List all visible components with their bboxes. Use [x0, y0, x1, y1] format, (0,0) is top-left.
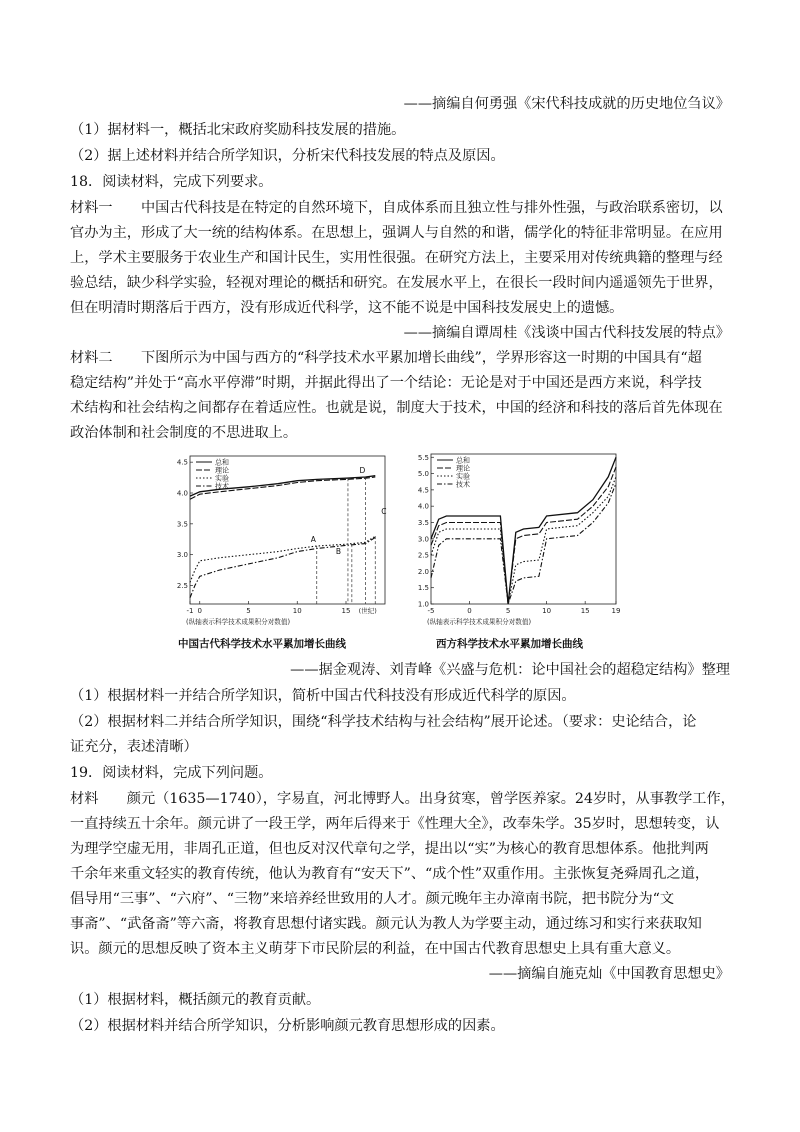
y-tick-label: 2.0: [417, 567, 429, 576]
question-19-sub1: （1）根据材料，概括颜元的教育贡献。: [70, 992, 321, 1008]
x-axis-label: (世纪): [358, 607, 377, 615]
y-tick-label: 5.0: [417, 470, 429, 479]
legend-label: 实验: [456, 472, 470, 481]
y-tick-label: 1.5: [417, 584, 429, 593]
point-label: A: [310, 535, 316, 545]
china-chart: [168, 448, 393, 628]
y-tick-label: 4.5: [417, 486, 429, 495]
x-tick-label: 0: [467, 607, 472, 615]
y-tick-label: 4.0: [176, 489, 188, 498]
legend-label: 技术: [215, 482, 229, 491]
y-tick-label: 4.5: [176, 458, 188, 467]
material-line: 千余年来重文轻实的教育传统，他认为教育有“安天下”、“成个性”双重作用。主张恢复尧舜周孔之道，: [70, 866, 710, 882]
x-tick-label: -1: [186, 607, 194, 615]
material-line: 一直持续五十余年。颜元讲了一段王学，两年后得来于《性理大全》，改奉朱学。35岁时，思想转变，认: [70, 816, 720, 832]
legend-label: 实验: [215, 474, 229, 483]
series-line-3: [431, 477, 616, 604]
figure-pair: [168, 448, 648, 658]
question-18-sub2: （2）根据材料二并结合所学知识，围绕“科学技术结构与社会结构”展开论述。（要求：史论结合，论: [70, 714, 697, 730]
source-citation: ——摘编自施克灿《中国教育思想史》: [488, 966, 730, 982]
material-1-line: 验总结，缺少科学实验，轻视对理论的概括和研究。在发展水平上，在很长一段时间内遥遥领先于世界，: [70, 275, 723, 291]
material-1-line: 官办为主，形成了大一统的结构体系。在思想上，强调人与自然的和谐，儒学化的特征非常明显。在应用: [70, 225, 723, 241]
question-18-sub1: （1）根据材料一并结合所学知识，简析中国古代科技没有形成近代科学的原因。: [70, 688, 576, 704]
point-label: D: [359, 465, 366, 475]
source-citation: ——据金观涛、刘青峰《兴盛与危机：论中国社会的超稳定结构》整理: [290, 662, 730, 678]
west-chart-caption: 西方科学技术水平累加增长曲线: [436, 638, 583, 650]
x-tick-label: 0: [197, 607, 202, 615]
china-chart-caption: 中国古代科学技术水平累加增长曲线: [178, 638, 346, 650]
material-line: 为理学空虚无用，非周孔正道，但也反对汉代章句之学，提出以“实”为核心的教育思想体系。他批判两: [70, 841, 709, 857]
west-chart: [413, 448, 623, 628]
question-18-sub2: 证充分，表述清晰）: [70, 739, 198, 755]
material-1-line: 但在明清时期落后于西方，没有形成近代科学，这不能不说是中国科技发展史上的遗憾。: [70, 300, 624, 316]
source-citation: ——摘编自何勇强《宋代科技成就的历史地位刍议》: [403, 96, 730, 112]
series-line-3: [190, 536, 375, 582]
series-line-4: [431, 483, 616, 604]
y-tick-label: 3.5: [176, 520, 188, 529]
y-tick-label: 5.5: [417, 453, 429, 462]
material-2-line: 材料二 下图所示为中国与西方的“科学技术水平累加增长曲线”，学界形容这一时期的中国具有“超: [70, 350, 702, 366]
material-2-line: 稳定结构”并处于“高水平停滞”时期，并据此得出了一个结论：无论是对于中国还是西方来说，科学技: [70, 375, 702, 391]
legend-label: 技术: [456, 480, 470, 489]
legend-label: 理论: [456, 464, 470, 473]
question-19-sub2: （2）根据材料并结合所学知识，分析影响颜元教育思想形成的因素。: [70, 1018, 505, 1034]
point-label: B: [335, 547, 342, 557]
series-line-4: [190, 537, 375, 597]
source-citation: ——摘编自谭周桂《浅谈中国古代科技发展的特点》: [403, 325, 730, 341]
x-tick-label: 15: [580, 607, 590, 615]
legend-label: 总和: [456, 456, 470, 465]
y-tick-label: 3.5: [417, 518, 429, 527]
material-line: 事斋”、“武备斋”等六斋，将教育思想付诸实践。颜元认为教人为学要主动，通过练习和实行来获取知: [70, 916, 702, 932]
material-2-line: 术结构和社会结构之间都存在着适应性。也就是说，制度大于技术，中国的经济和科技的落后首先体现在: [70, 400, 723, 416]
x-tick-label: 19: [611, 607, 621, 615]
x-tick-label: -5: [427, 607, 435, 615]
y-tick-label: 4.0: [417, 502, 429, 511]
y-tick-label: 2.5: [417, 551, 429, 560]
material-line: 倡导用“三事”、“六府”、“三物”来培养经世致用的人才。颜元晚年主办漳南书院，把书院分为“文: [70, 891, 675, 907]
y-tick-label: 3.0: [176, 551, 188, 560]
axis-note: (纵轴表示科学技术成果积分对数值): [186, 618, 291, 626]
y-tick-label: 1.0: [417, 600, 429, 609]
x-tick-label: 10: [292, 607, 302, 615]
question-18-title: 18．阅读材料，完成下列要求。: [70, 174, 273, 190]
material-line: 识。颜元的思想反映了资本主义萌芽下市民阶层的利益，在中国古代教育思想史上具有重大意义。: [70, 941, 681, 957]
x-tick-label: 5: [246, 607, 251, 615]
question-17-sub2: （2）据上述材料并结合所学知识，分析宋代科技发展的特点及原因。: [70, 148, 505, 164]
y-tick-label: 2.5: [176, 582, 188, 590]
axis-note: (纵轴表示科学技术成果积分对数值): [427, 618, 532, 626]
point-label: C: [381, 507, 387, 517]
x-tick-label: 15: [341, 607, 351, 615]
question-17-sub1: （1）据材料一，概括北宋政府奖励科技发展的措施。: [70, 122, 406, 138]
question-19-title: 19．阅读材料，完成下列问题。: [70, 765, 273, 781]
x-tick-label: 10: [542, 607, 552, 615]
material-2-line: 政治体制和社会制度的不思进取上。: [70, 425, 298, 441]
y-tick-label: 3.0: [417, 535, 429, 544]
material-1-line: 材料一 中国古代科技是在特定的自然环境下，自成体系而且独立性与排外性强，与政治联系密切，以: [70, 200, 723, 216]
material-1-line: 上，学术主要服务于农业生产和国计民生，实用性很强。在研究方法上，主要采用对传统典籍的整理与经: [70, 250, 723, 266]
legend-label: 总和: [215, 458, 229, 467]
x-tick-label: 5: [505, 607, 511, 615]
legend-label: 理论: [215, 466, 229, 475]
material-line: 材料 颜元（1635—1740），字易直，河北博野人。出身贫寒，曾学医养家。24岁时，从事教学工作，: [70, 791, 735, 807]
